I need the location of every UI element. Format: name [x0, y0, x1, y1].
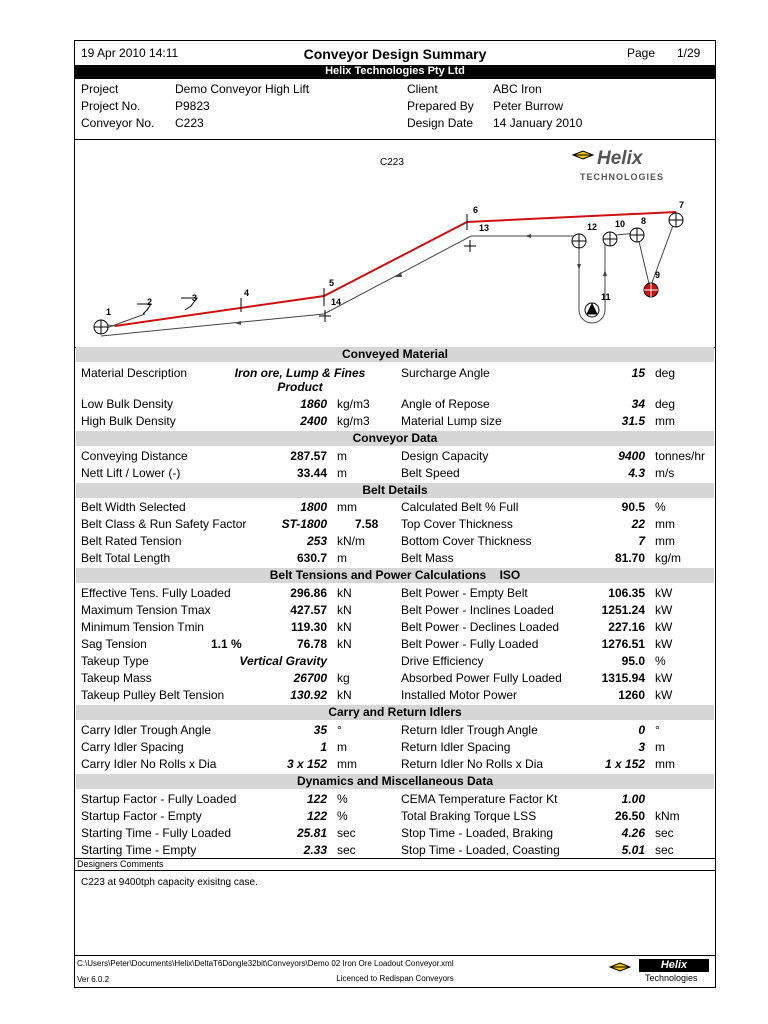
return-rolls-label: Return Idler No Rolls x Dia — [401, 757, 544, 771]
sag-tension-pct: 1.1 % — [211, 637, 242, 651]
version: Ver 6.0.2 — [77, 975, 110, 984]
conveyor-profile-diagram — [75, 140, 715, 347]
company-banner: Helix Technologies Pty Ltd — [75, 65, 715, 79]
project-label: Project — [81, 82, 119, 96]
design-date-label: Design Date — [407, 116, 474, 130]
stop-coasting-label: Stop Time - Loaded, Coasting — [401, 843, 560, 857]
point-label-3: 3 — [192, 293, 198, 303]
carry-spacing-unit: m — [337, 740, 347, 754]
point-label-12: 12 — [587, 222, 598, 232]
bottom-cover-value: 7 — [638, 534, 645, 548]
belt-full-unit: % — [655, 500, 666, 514]
helix-logo-icon — [573, 148, 664, 182]
carry-spacing-label: Carry Idler Spacing — [81, 740, 184, 754]
belt-class-value: ST-1800 — [281, 517, 327, 531]
takeup-tension-label: Takeup Pulley Belt Tension — [81, 688, 225, 702]
point-label-7: 7 — [679, 200, 685, 210]
absorbed-power-label: Absorbed Power Fully Loaded — [401, 671, 562, 685]
top-cover-unit: mm — [655, 517, 675, 531]
sag-tension-value: 76.78 — [296, 637, 327, 651]
power-inclines-label: Belt Power - Inclines Loaded — [401, 603, 554, 617]
startup-full-value: 122 — [306, 792, 327, 806]
distance-label: Conveying Distance — [81, 449, 188, 463]
client-label: Client — [407, 82, 438, 96]
takeup-tension-value: 130.92 — [290, 688, 327, 702]
belt-mass-value: 81.70 — [614, 551, 645, 565]
eff-tension-value: 296.86 — [290, 586, 327, 600]
belt-width-label: Belt Width Selected — [81, 500, 186, 514]
section-belt-details: Belt Details — [76, 483, 714, 498]
rated-tension-label: Belt Rated Tension — [81, 534, 182, 548]
power-empty-value: 106.35 — [608, 586, 645, 600]
carry-rolls-value: 3 x 152 — [286, 757, 327, 771]
file-path: C:\Users\Peter\Documents\Helix\DeltaT6Dongle32bit\Conveyors\Demo 02 Iron Ore Loadout Conveyor.xml — [77, 959, 454, 968]
carry-spacing-value: 1 — [320, 740, 327, 754]
start-time-full-unit: sec — [337, 826, 356, 840]
capacity-unit: tonnes/hr — [655, 449, 706, 463]
project-no-label: Project No. — [81, 99, 141, 113]
capacity-label: Design Capacity — [401, 449, 489, 463]
high-density-value: 2400 — [300, 414, 327, 428]
max-tension-value: 427.57 — [290, 603, 327, 617]
return-spacing-value: 3 — [638, 740, 645, 754]
material-desc-line2: Product — [277, 380, 323, 394]
takeup-mass-unit: kg — [337, 671, 350, 685]
point-label-8: 8 — [641, 216, 647, 226]
section-conveyor-data: Conveyor Data — [76, 431, 714, 446]
return-trough-value: 0 — [638, 723, 645, 737]
point-label-10: 10 — [615, 219, 626, 229]
eff-tension-label: Effective Tens. Fully Loaded — [81, 586, 231, 600]
motor-power-unit: kW — [655, 688, 673, 702]
startup-empty-unit: % — [337, 809, 348, 823]
lump-value: 31.5 — [621, 414, 645, 428]
top-cover-value: 22 — [631, 517, 645, 531]
lift-label: Nett Lift / Lower (-) — [81, 466, 181, 480]
diagram-conveyor-label: C223 — [380, 157, 404, 168]
repose-label: Angle of Repose — [401, 397, 490, 411]
return-trough-unit: ° — [655, 723, 660, 737]
point-label-1: 1 — [106, 307, 112, 317]
power-empty-unit: kW — [655, 586, 673, 600]
comments-text: C223 at 9400tph capacity exisitng case. — [81, 877, 258, 888]
lump-unit: mm — [655, 414, 675, 428]
startup-empty-value: 122 — [306, 809, 327, 823]
section-belt-tensions — [76, 568, 714, 583]
speed-unit: m/s — [655, 466, 675, 480]
carry-rolls-unit: mm — [337, 757, 357, 771]
return-rolls-unit: mm — [655, 757, 675, 771]
drive-eff-value: 95.0 — [621, 654, 645, 668]
speed-label: Belt Speed — [401, 466, 460, 480]
belt-length-label: Belt Total Length — [81, 551, 171, 565]
distance-value: 287.57 — [290, 449, 327, 463]
stop-braking-label: Stop Time - Loaded, Braking — [401, 826, 554, 840]
max-tension-label: Maximum Tension Tmax — [81, 603, 211, 617]
min-tension-label: Minimum Tension Tmin — [81, 620, 204, 634]
carry-trough-value: 35 — [313, 723, 327, 737]
power-empty-label: Belt Power - Empty Belt — [401, 586, 528, 600]
bottom-cover-label: Bottom Cover Thickness — [401, 534, 532, 548]
surcharge-value: 15 — [631, 366, 645, 380]
footer-logo-sub: Technologies — [645, 973, 698, 983]
takeup-mass-value: 26700 — [293, 671, 327, 685]
sag-tension-unit: kN — [337, 637, 352, 651]
return-trough-label: Return Idler Trough Angle — [401, 723, 538, 737]
point-label-2: 2 — [147, 297, 153, 307]
distance-unit: m — [337, 449, 347, 463]
startup-full-label: Startup Factor - Fully Loaded — [81, 792, 237, 806]
point-label-4: 4 — [244, 288, 250, 298]
belt-class-label: Belt Class & Run Safety Factor — [81, 517, 247, 531]
rated-tension-unit: kN/m — [337, 534, 365, 548]
point-label-13: 13 — [479, 223, 490, 233]
client-value: ABC Iron — [493, 82, 542, 96]
rated-tension-value: 253 — [306, 534, 327, 548]
material-desc-line1: Iron ore, Lump & Fines — [234, 366, 366, 380]
takeup-mass-label: Takeup Mass — [81, 671, 152, 685]
stop-braking-unit: sec — [655, 826, 674, 840]
point-label-11: 11 — [601, 292, 611, 302]
stop-braking-value: 4.26 — [621, 826, 645, 840]
report-datetime: 19 Apr 2010 14:11 — [81, 46, 179, 60]
max-tension-unit: kN — [337, 603, 352, 617]
belt-full-label: Calculated Belt % Full — [401, 500, 519, 514]
sag-tension-label: Sag Tension — [81, 637, 147, 651]
lift-value: 33.44 — [296, 466, 327, 480]
high-density-unit: kg/m3 — [337, 414, 370, 428]
low-density-unit: kg/m3 — [337, 397, 370, 411]
stop-coasting-value: 5.01 — [621, 843, 645, 857]
high-density-label: High Bulk Density — [81, 414, 176, 428]
start-time-empty-value: 2.33 — [303, 843, 327, 857]
power-full-label: Belt Power - Fully Loaded — [401, 637, 539, 651]
power-full-value: 1276.51 — [601, 637, 645, 651]
section-conveyed-material: Conveyed Material — [76, 347, 714, 362]
absorbed-power-unit: kW — [655, 671, 673, 685]
prepared-by-value: Peter Burrow — [493, 99, 564, 113]
takeup-type-value: Vertical Gravity — [239, 654, 327, 668]
report-page — [74, 40, 716, 988]
repose-unit: deg — [655, 397, 676, 411]
stop-coasting-unit: sec — [655, 843, 674, 857]
point-label-6: 6 — [473, 205, 479, 215]
bottom-cover-unit: mm — [655, 534, 675, 548]
page-number: 1/29 — [677, 46, 701, 60]
cema-value: 1.00 — [621, 792, 645, 806]
capacity-value: 9400 — [618, 449, 645, 463]
startup-empty-label: Startup Factor - Empty — [81, 809, 202, 823]
top-cover-label: Top Cover Thickness — [401, 517, 513, 531]
takeup-tension-unit: kN — [337, 688, 352, 702]
material-desc-label: Material Description — [81, 366, 188, 380]
absorbed-power-value: 1315.94 — [601, 671, 645, 685]
project-no-value: P9823 — [175, 99, 210, 113]
braking-torque-label: Total Braking Torque LSS — [401, 809, 537, 823]
point-label-5: 5 — [329, 278, 335, 288]
prepared-by-label: Prepared By — [407, 99, 474, 113]
belt-mass-unit: kg/m — [655, 551, 682, 565]
page-label: Page — [627, 46, 656, 60]
takeup-type-label: Takeup Type — [81, 654, 149, 668]
startup-full-unit: % — [337, 792, 348, 806]
carry-rolls-label: Carry Idler No Rolls x Dia — [81, 757, 217, 771]
conveyor-no-value: C223 — [175, 116, 204, 130]
lump-label: Material Lump size — [401, 414, 502, 428]
belt-width-value: 1800 — [300, 500, 327, 514]
start-time-empty-label: Starting Time - Empty — [81, 843, 197, 857]
min-tension-value: 119.30 — [290, 620, 327, 634]
return-spacing-label: Return Idler Spacing — [401, 740, 511, 754]
design-date-value: 14 January 2010 — [493, 116, 583, 130]
return-rolls-value: 1 x 152 — [604, 757, 645, 771]
project-value: Demo Conveyor High Lift — [175, 82, 310, 96]
power-full-unit: kW — [655, 637, 673, 651]
drive-eff-label: Drive Efficiency — [401, 654, 484, 668]
power-declines-label: Belt Power - Declines Loaded — [401, 620, 560, 634]
belt-full-value: 90.5 — [621, 500, 645, 514]
min-tension-unit: kN — [337, 620, 352, 634]
section-tensions-standard: ISO — [499, 568, 521, 582]
power-declines-value: 227.16 — [608, 620, 645, 634]
carry-trough-unit: ° — [337, 723, 342, 737]
eff-tension-unit: kN — [337, 586, 352, 600]
section-dynamics: Dynamics and Miscellaneous Data — [76, 774, 714, 789]
comments-heading: Designers Comments — [77, 859, 164, 869]
braking-torque-unit: kNm — [655, 809, 680, 823]
belt-width-unit: mm — [337, 500, 357, 514]
report-title: Conveyor Design Summary — [303, 46, 487, 62]
lift-unit: m — [337, 466, 347, 480]
logo-word: Helix — [597, 148, 643, 169]
belt-safety-factor: 7.58 — [355, 517, 379, 531]
conveyor-no-label: Conveyor No. — [81, 116, 155, 130]
surcharge-label: Surcharge Angle — [401, 366, 490, 380]
belt-mass-label: Belt Mass — [401, 551, 454, 565]
motor-power-label: Installed Motor Power — [401, 688, 518, 702]
power-inclines-value: 1251.24 — [601, 603, 645, 617]
carry-trough-label: Carry Idler Trough Angle — [81, 723, 212, 737]
belt-length-value: 630.7 — [296, 551, 327, 565]
power-declines-unit: kW — [655, 620, 673, 634]
power-inclines-unit: kW — [655, 603, 673, 617]
licence-text: Licenced to Redispan Conveyors — [336, 974, 454, 983]
logo-sub: TECHNOLOGIES — [580, 172, 665, 182]
footer-logo-icon — [609, 961, 631, 973]
return-spacing-unit: m — [655, 740, 665, 754]
speed-value: 4.3 — [628, 466, 645, 480]
drive-eff-unit: % — [655, 654, 666, 668]
low-density-value: 1860 — [300, 397, 327, 411]
cema-label: CEMA Temperature Factor Kt — [401, 792, 558, 806]
surcharge-unit: deg — [655, 366, 676, 380]
start-time-full-label: Starting Time - Fully Loaded — [81, 826, 232, 840]
start-time-full-value: 25.81 — [296, 826, 327, 840]
motor-power-value: 1260 — [618, 688, 645, 702]
repose-value: 34 — [631, 397, 645, 411]
point-label-14: 14 — [331, 297, 342, 307]
braking-torque-value: 26.50 — [614, 809, 645, 823]
section-idlers: Carry and Return Idlers — [76, 705, 714, 720]
start-time-empty-unit: sec — [337, 843, 356, 857]
point-label-9: 9 — [655, 270, 661, 280]
footer-logo-word: Helix — [639, 959, 709, 972]
section-tensions-title: Belt Tensions and Power Calculations — [269, 568, 487, 582]
belt-length-unit: m — [337, 551, 347, 565]
low-density-label: Low Bulk Density — [81, 397, 174, 411]
